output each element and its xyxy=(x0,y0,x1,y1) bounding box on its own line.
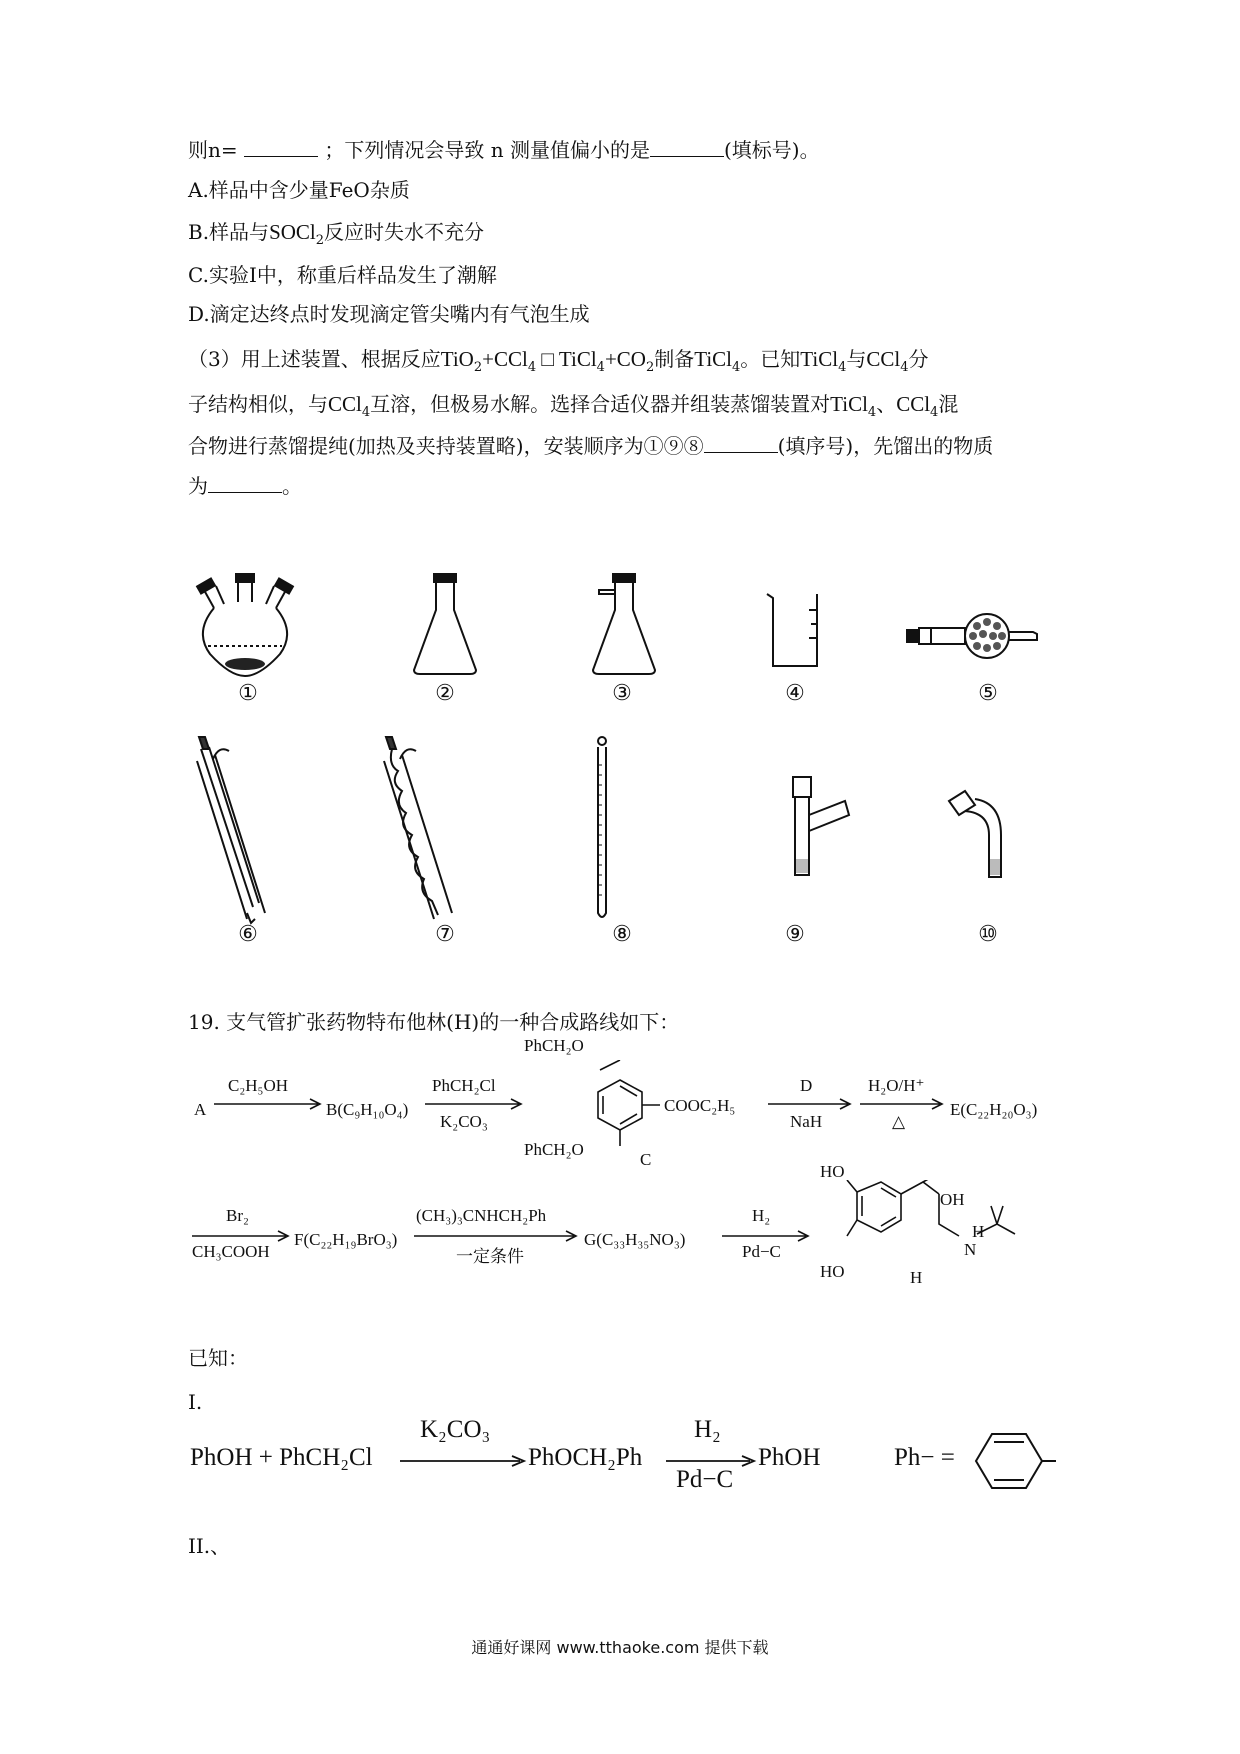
reaction-arrow xyxy=(214,1098,324,1110)
benzene-ring-c xyxy=(580,1060,660,1160)
thermometer-icon xyxy=(588,735,618,925)
answer-blank[interactable] xyxy=(244,138,318,157)
distillation-head-icon xyxy=(775,775,855,885)
compound-b: B(C₉H₁₀O₄) xyxy=(326,1100,409,1119)
option-d: D.滴定达终点时发现滴定管尖嘴内有气泡生成 xyxy=(188,302,590,326)
condition: Pd−C xyxy=(742,1242,781,1261)
product: PhOH xyxy=(758,1444,821,1471)
reagent: H₂ xyxy=(752,1206,771,1225)
intermediate: PhOCH₂Ph xyxy=(528,1444,643,1471)
option-b: B.样品与SOCl$_2$反应时失水不充分 xyxy=(188,220,485,248)
answer-blank[interactable] xyxy=(704,434,778,453)
reaction-arrow xyxy=(425,1098,525,1110)
reagent: K₂CO₃ xyxy=(420,1416,491,1443)
reagent: H₂ xyxy=(694,1416,721,1443)
hydroxyl-label: HO xyxy=(820,1162,845,1181)
compound-label: H xyxy=(910,1268,923,1287)
reaction-arrow xyxy=(400,1454,528,1468)
apparatus-label: ⑤ xyxy=(978,681,998,706)
straight-condenser-icon xyxy=(185,735,275,925)
substituent: PhCH₂O xyxy=(524,1036,584,1055)
q19-title: 19. 支气管扩张药物特布他林(H)的一种合成路线如下： xyxy=(188,1010,680,1034)
amine-h-label: H xyxy=(972,1222,985,1241)
condition: 一定条件 xyxy=(456,1247,524,1266)
q3-line4: 为 。 xyxy=(188,474,302,498)
ester-group: COOC₂H₅ xyxy=(664,1096,736,1115)
amine-n-label: N xyxy=(964,1240,977,1259)
option-a: A.样品中含少量FeO杂质 xyxy=(188,178,410,202)
reagent: H₂O/H⁺ xyxy=(868,1076,925,1095)
beaker-icon xyxy=(765,590,825,670)
condition: NaH xyxy=(790,1112,823,1131)
q3-line3: 合物进行蒸馏提纯(加热及夹持装置略)，安装顺序为①⑨⑧ (填序号)，先馏出的物质 xyxy=(188,434,994,458)
apparatus-label: ⑩ xyxy=(978,922,998,947)
reagent: PhCH₂Cl xyxy=(432,1076,496,1095)
reactants: PhOH + PhCH₂Cl xyxy=(190,1444,373,1471)
condition: Pd−C xyxy=(676,1466,734,1493)
reaction-arrow xyxy=(860,1098,946,1110)
adapter-icon xyxy=(945,785,1015,885)
phenyl-definition: Ph− = xyxy=(894,1444,955,1471)
apparatus-label: ④ xyxy=(785,681,805,706)
compound-label: C xyxy=(640,1150,652,1169)
known-heading: 已知： xyxy=(188,1346,248,1370)
reagent: Br₂ xyxy=(226,1206,249,1225)
substituent: PhCH₂O xyxy=(524,1140,584,1159)
drying-tube-icon xyxy=(905,612,1055,662)
compound-e: E(C₂₂H₂₀O₃) xyxy=(950,1100,1038,1119)
hydroxyl-label: OH xyxy=(940,1190,965,1209)
suction-flask-icon xyxy=(585,572,660,677)
reaction-arrow xyxy=(722,1230,812,1242)
known-i: I. xyxy=(188,1390,203,1414)
apparatus-label: ⑧ xyxy=(612,922,632,947)
apparatus-label: ② xyxy=(435,681,455,706)
hydroxyl-label: HO xyxy=(820,1262,845,1281)
three-neck-flask-icon xyxy=(190,572,300,677)
bulb-condenser-icon xyxy=(370,735,470,925)
question-line-n: 则n= ；下列情况会导致 n 测量值偏小的是 (填标号)。 xyxy=(188,138,820,162)
reaction-arrow xyxy=(192,1230,292,1242)
page-footer: 通通好课网 www.tthaoke.com 提供下载 xyxy=(471,1638,769,1657)
apparatus-label: ① xyxy=(238,681,258,706)
q3-line1: （3）用上述装置、根据反应TiO$_2$+CCl$_4$ □ $TiCl_4+CO_2$制备TiCl$_4$。已知TiCl$_4$与CCl$_4$分 xyxy=(188,347,929,375)
apparatus-label: ⑥ xyxy=(238,922,258,947)
reaction-arrow xyxy=(414,1230,580,1242)
answer-blank[interactable] xyxy=(650,138,724,157)
reaction-arrow xyxy=(768,1098,854,1110)
apparatus-label: ⑦ xyxy=(435,922,455,947)
answer-blank[interactable] xyxy=(208,474,282,493)
apparatus-label: ③ xyxy=(612,681,632,706)
apparatus-label: ⑨ xyxy=(785,922,805,947)
compound-g: G(C₃₃H₃₅NO₃) xyxy=(584,1230,686,1249)
condition: △ xyxy=(892,1112,906,1131)
condition: CH₃COOH xyxy=(192,1242,270,1261)
condition: K₂CO₃ xyxy=(440,1112,488,1131)
phenyl-ring-icon xyxy=(972,1430,1058,1492)
reagent: D xyxy=(800,1076,813,1095)
compound-f: F(C₂₂H₁₉BrO₃) xyxy=(294,1230,398,1249)
compound-a: A xyxy=(194,1100,207,1119)
option-c: C.实验I中，称重后样品发生了潮解 xyxy=(188,263,497,287)
q3-line2: 子结构相似，与CCl$_4$互溶，但极易水解。选择合适仪器并组装蒸馏装置对TiCl$_4$、CCl$_4$混 xyxy=(188,392,959,420)
conical-flask-icon xyxy=(410,572,480,677)
reagent: C₂H₅OH xyxy=(228,1076,289,1095)
reagent: (CH₃)₃CNHCH₂Ph xyxy=(416,1206,547,1225)
known-ii: II.、 xyxy=(188,1534,231,1558)
